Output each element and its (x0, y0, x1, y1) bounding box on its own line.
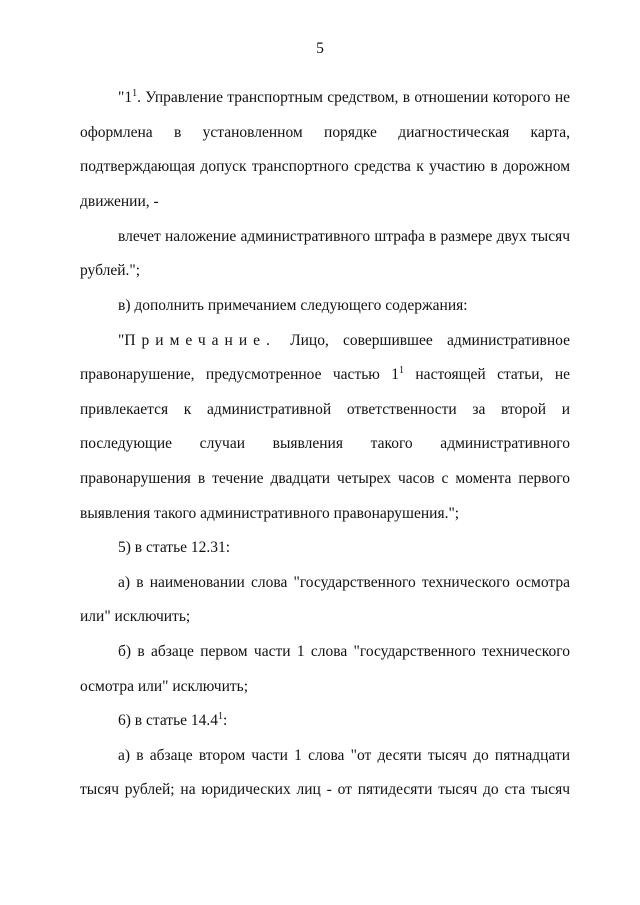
text-line: 6) в статье 14.4$^1$: (118, 711, 228, 729)
text-line: последующие случаи выявления такого административного (80, 435, 570, 452)
text-line: выявления такого административного правонарушения."; (80, 505, 460, 522)
text-line: подтверждающая допуск транспортного средства к участию в дорожном (80, 158, 570, 175)
text-line: влечет наложение административного штрафа в размере двух тысяч (118, 228, 570, 245)
text-line: или" исключить; (80, 608, 191, 625)
text-line: осмотра или" исключить; (80, 678, 249, 695)
text-line: правонарушения в течение двадцати четырех часов с момента первого (80, 470, 570, 487)
text-line: а) в наименовании слова "государственного технического осмотра (118, 574, 570, 591)
text-line: правонарушение, предусмотренное частью $1^1$ настоящей статьи, не (80, 365, 570, 383)
text-line: тысяч рублей; на юридических лиц - от пятидесяти тысяч до ста тысяч (80, 781, 570, 798)
text-line: "Примечание. Лицо, совершившее административное (118, 332, 570, 349)
text-line: в) дополнить примечанием следующего содержания: (118, 297, 468, 314)
text-line: а) в абзаце втором части 1 слова "от десяти тысяч до пятнадцати (118, 747, 570, 764)
text-line: привлекается к административной ответственности за второй и (80, 401, 570, 418)
text-line: рублей."; (80, 262, 141, 279)
text-line: движении, - (80, 193, 159, 210)
page-number: 5 (316, 40, 324, 57)
text-line: б) в абзаце первом части 1 слова "государственного технического (118, 643, 570, 660)
text-line: 5) в статье 12.31: (118, 539, 231, 556)
text-line: "$1^1$. Управление транспортным средством, в отношении которого не (118, 88, 570, 106)
text-line: оформлена в установленном порядке диагностическая карта, (80, 124, 570, 141)
